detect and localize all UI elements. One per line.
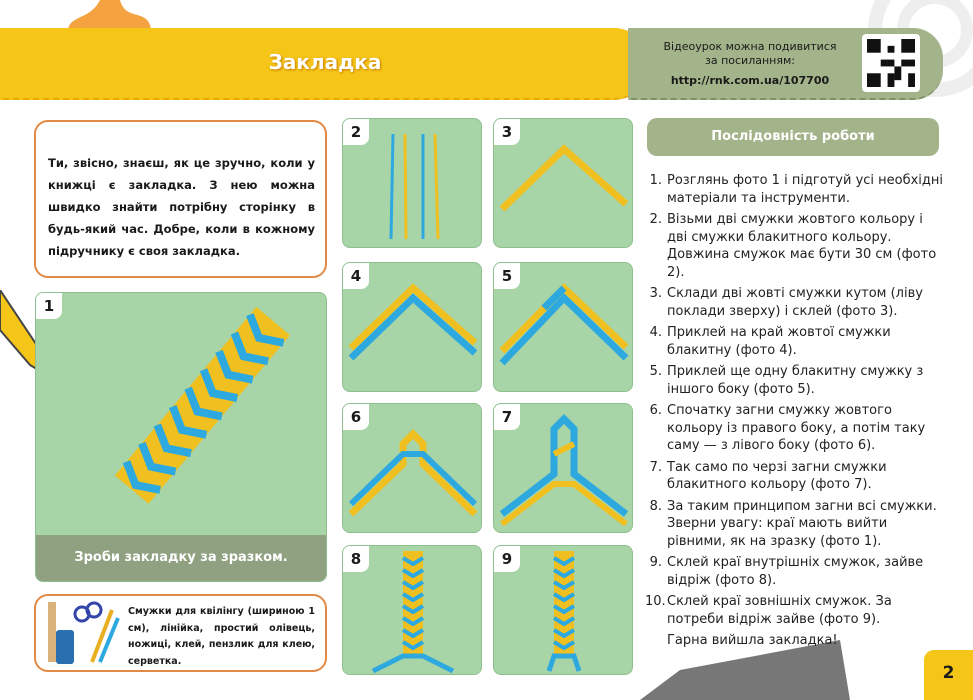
step-item [645,402,945,455]
photo-number: 1 [36,293,62,319]
photo-number: 9 [494,546,520,572]
photo-3 [493,118,633,248]
video-url-link[interactable]: http://rnk.com.ua/107700 [670,74,830,87]
step-number: 4. [649,325,662,340]
photo-6 [342,403,482,533]
video-line-2: за посиланням: [705,54,795,67]
page-number: 2 [924,650,973,700]
step-number: 9. [649,555,662,570]
step-number: 10. [645,594,666,609]
materials-tools-icon [42,600,122,668]
photo-2 [342,118,482,248]
sequence-heading: Послідовність роботи [647,118,939,156]
step-item [645,554,945,589]
step-number: 3. [649,286,662,301]
step-item [645,363,945,398]
qr-code-icon[interactable] [862,34,920,92]
step-number: 7. [649,459,662,475]
photo-number: 6 [343,404,369,430]
photo-number: 2 [343,119,369,145]
photo-5 [493,262,633,392]
step-text: Склади дві жовті смужки кутом (ліву поклади зверху) і склей (фото 3). [667,286,923,319]
photo-8 [342,545,482,675]
page-title: Закладка [268,50,382,74]
closing-text: Гарна вийшла закладка! [667,633,838,648]
photo-9 [493,545,633,675]
step-item [645,498,945,551]
step-text: Спочатку загни смужку жовтого кольору із правого боку, а потім таку саму — з лівого боку (фото 6). [667,403,926,453]
photo-4 [342,262,482,392]
steps-list [645,172,945,654]
step-item [645,324,945,359]
step-text: Склей краї зовнішніх смужок. За потреби відріж зайве (фото 9). [667,594,892,627]
bookmark-sample-image [36,293,327,537]
step-item [645,459,945,494]
photo-7 [493,403,633,533]
step-number: 1. [649,173,662,188]
intro-text: Ти, звісно, знаєш, як це зручно, коли у книжці є закладка. З нею можна швидко знайти потрібну сторінку в будь-який час. Добре, коли в кожному підручнику є своя закладка. [34,120,327,278]
step-text: Так само по черзі загни смужки блакитного кольору (фото 7). [667,459,887,492]
step-text: Розглянь фото 1 і підготуй усі необхідні матеріали та інструменти. [667,173,944,206]
photo-1-caption: Зроби закладку за зразком. [36,535,326,581]
step-number: 5. [649,364,662,379]
step-text: Приклей на край жовтої смужки блакитну (фото 4). [667,325,891,358]
photo-number: 3 [494,119,520,145]
photo-number: 4 [343,263,369,289]
step-number: 8. [649,498,662,514]
step-text: Візьми дві смужки жовтого кольору і дві смужки блакитного кольору. Довжина смужок має бути 30 см (фото 2). [667,212,937,280]
materials-text: Смужки для квілінгу (шириною 1 см), лінійка, простий олівець, ножиці, клей, пензлик для клею, серветка. [128,606,315,667]
step-item [645,172,945,207]
step-text: Приклей ще одну блакитну смужку з іншого боку (фото 5). [667,364,924,397]
video-line-1: Відеоурок можна подивитися [663,40,837,53]
photo-number: 8 [343,546,369,572]
photo-number: 5 [494,263,520,289]
step-number: 6. [649,403,662,418]
step-text: За таким принципом загни всі смужки. Зверни увагу: краї мають вийти рівними, як на зразку (фото 1). [667,498,937,549]
step-item [645,285,945,320]
step-number: 2. [649,212,662,227]
step-item [645,211,945,281]
materials-box [34,594,327,672]
step-text: Склей краї внутрішніх смужок, зайве відріж (фото 8). [667,555,924,588]
photo-1 [35,292,327,582]
step-item [645,593,945,628]
photo-number: 7 [494,404,520,430]
video-caption [650,40,850,68]
